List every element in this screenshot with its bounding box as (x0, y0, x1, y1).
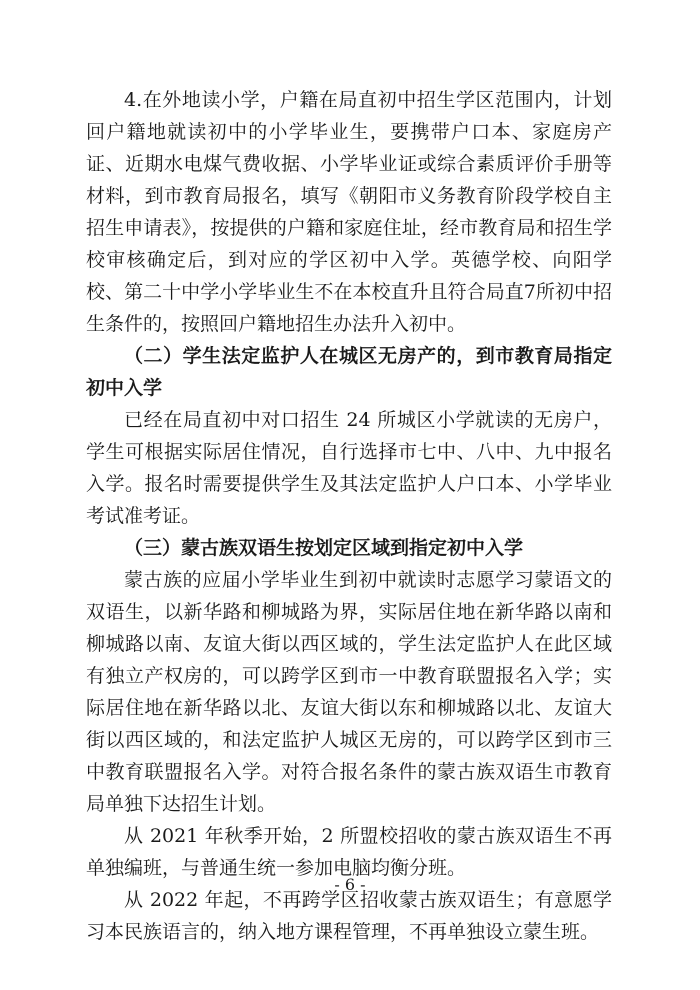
section-heading-3: （三）蒙古族双语生按划定区域到指定初中入学 (124, 537, 524, 559)
paragraph-2022-policy: 从 2022 年起，不再跨学区招收蒙古族双语生；有意愿学习本民族语言的，纳入地方课程管理，不再单独设立蒙生班。 (86, 889, 612, 943)
paragraph-mongolian-bilingual: 蒙古族的应届小学毕业生到初中就读时志愿学习蒙语文的双语生，以新华路和柳城路为界，实际居住地在新华路以南和柳城路以南、友谊大街以西区域的，学生法定监护人在此区域有独立产权房的，可以跨学区到市一中教育联盟报名入学；实际居住地在新华路以北、友谊大街以东和柳城路以北、友谊大街以西区域的，和法定监护人城区无房的，可以跨学区到市三中教育联盟报名入学。对符合报名条件的蒙古族双语生市教育局单独下达招生计划。 (86, 569, 612, 815)
document-body (86, 84, 612, 948)
paragraph-no-property: 已经在局直初中对口招生 24 所城区小学就读的无房户，学生可根据实际居住情况，自行选择市七中、八中、九中报名入学。报名时需要提供学生及其法定监护人户口本、小学毕业考试准考证。 (86, 409, 612, 527)
paragraph-item-4: 4.在外地读小学，户籍在局直初中招生学区范围内，计划回户籍地就读初中的小学毕业生，要携带户口本、家庭房产证、近期水电煤气费收据、小学毕业证或综合素质评价手册等材料，到市教育局报名，填写《朝阳市义务教育阶段学校自主招生申请表》，按提供的户籍和家庭住址，经市教育局和招生学校审核确定后，到对应的学区初中入学。英德学校、向阳学校、第二十中学小学毕业生不在本校直升且符合局直7所初中招生条件的，按照回户籍地招生办法升入初中。 (86, 89, 612, 335)
paragraph-2021-policy: 从 2021 年秋季开始，2 所盟校招收的蒙古族双语生不再单独编班，与普通生统一参加电脑均衡分班。 (86, 825, 612, 879)
page-number: - 6 - (334, 875, 366, 894)
section-heading-2: （二）学生法定监护人在城区无房产的，到市教育局指定初中入学 (86, 345, 612, 399)
